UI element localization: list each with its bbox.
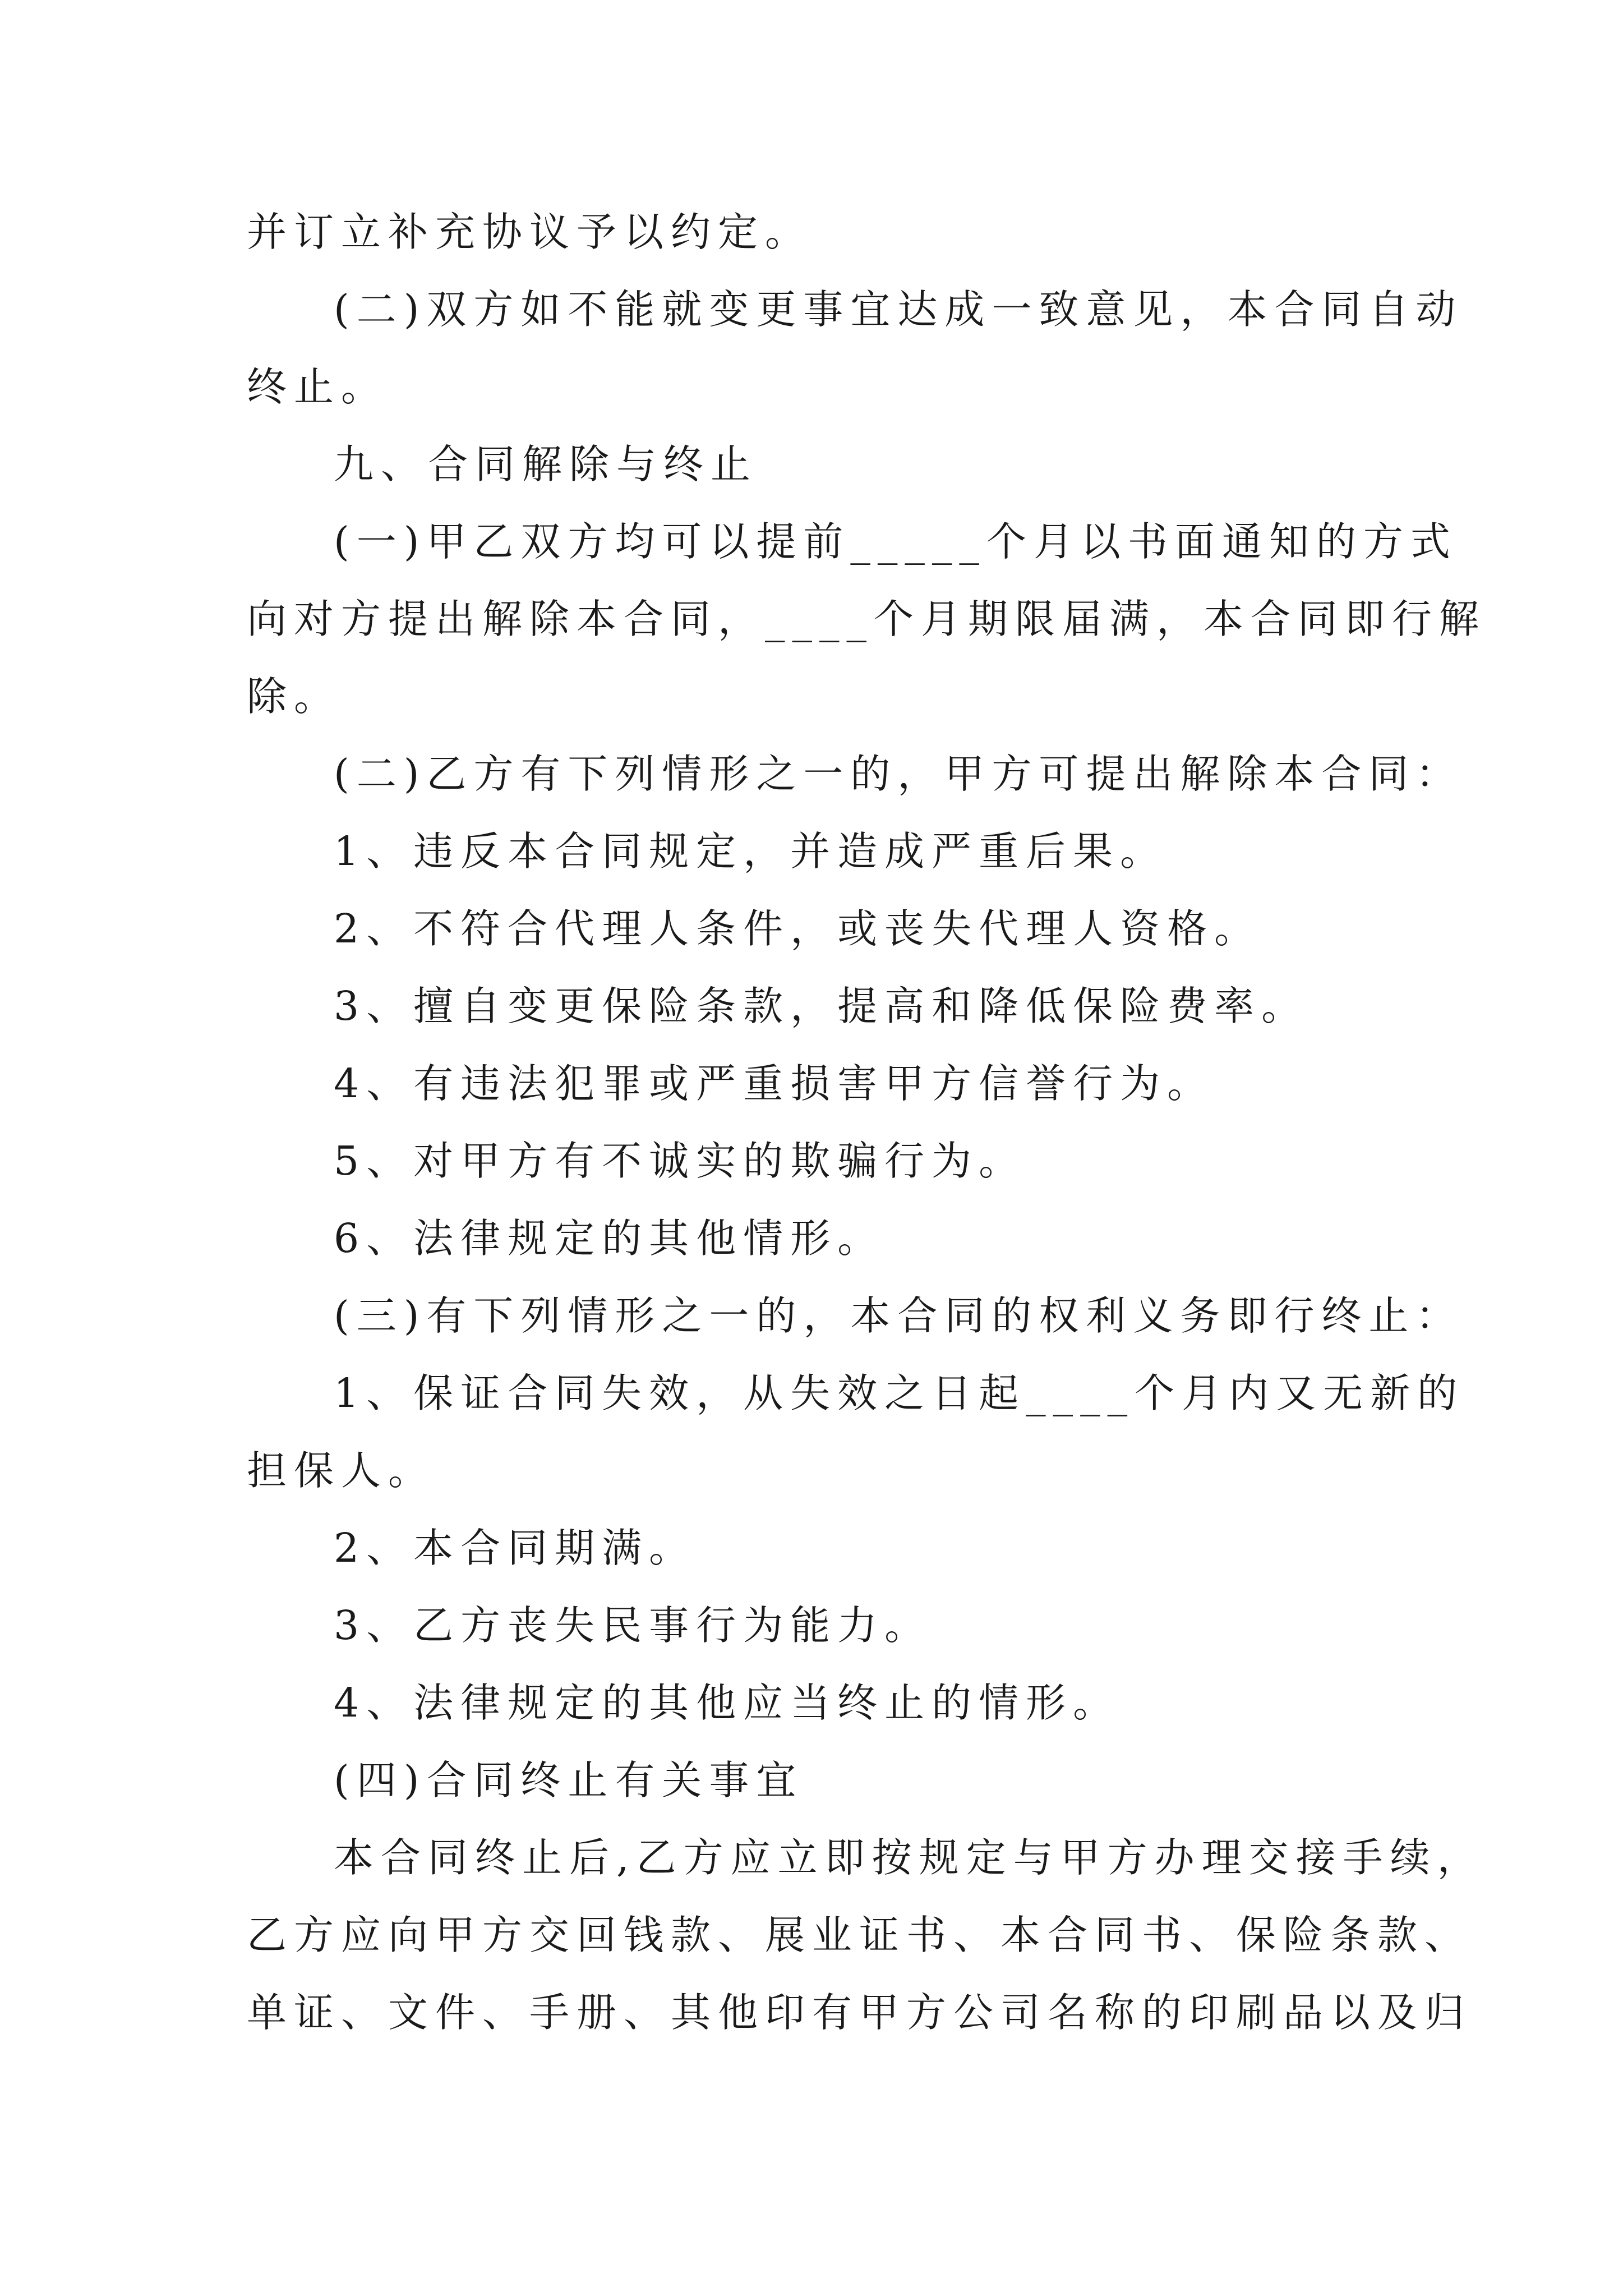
text-line: 除。 xyxy=(247,673,342,720)
text-line: 向对方提出解除本合同，____个月期限届满，本合同即行解 xyxy=(247,596,1487,642)
text-line: (二)双方如不能就变更事宜达成一致意见，本合同自动 xyxy=(334,286,1463,333)
text-line: 单证、文件、手册、其他印有甲方公司名称的印刷品以及归 xyxy=(247,1989,1472,2036)
list-item: 3、乙方丧失民事行为能力。 xyxy=(334,1602,932,1649)
text-line: (一)甲乙双方均可以提前_____个月以书面通知的方式 xyxy=(334,518,1458,565)
document-body xyxy=(247,194,1487,2051)
list-item: 4、有违法犯罪或严重损害甲方信誉行为。 xyxy=(334,1060,1215,1107)
text-line: 乙方应向甲方交回钱款、展业证书、本合同书、保险条款、 xyxy=(247,1912,1472,1958)
list-item: 1、保证合同失效，从失效之日起____个月内又无新的 xyxy=(334,1370,1465,1416)
list-item: 2、不符合代理人条件，或丧失代理人资格。 xyxy=(334,905,1262,952)
text-line: (三)有下列情形之一的，本合同的权利义务即行终止： xyxy=(334,1292,1463,1339)
text-line: 本合同终止后,乙方应立即按规定与甲方办理交接手续， xyxy=(334,1834,1484,1881)
text-line: 终止。 xyxy=(247,364,389,410)
list-item: 5、对甲方有不诚实的欺骗行为。 xyxy=(334,1138,1026,1184)
text-line: (四)合同终止有关事宜 xyxy=(334,1757,804,1803)
list-item: 1、违反本合同规定，并造成严重后果。 xyxy=(334,828,1168,875)
list-item: 2、本合同期满。 xyxy=(334,1525,697,1571)
text-line: (二)乙方有下列情形之一的，甲方可提出解除本合同： xyxy=(334,751,1463,797)
text-line: 并订立补充协议予以约定。 xyxy=(247,209,813,255)
list-item: 4、法律规定的其他应当终止的情形。 xyxy=(334,1680,1121,1726)
list-item: 3、擅自变更保险条款，提高和降低保险费率。 xyxy=(334,983,1309,1029)
text-line: 担保人。 xyxy=(247,1447,436,1494)
section-heading: 九、合同解除与终止 xyxy=(334,441,758,487)
list-item: 6、法律规定的其他情形。 xyxy=(334,1215,885,1262)
